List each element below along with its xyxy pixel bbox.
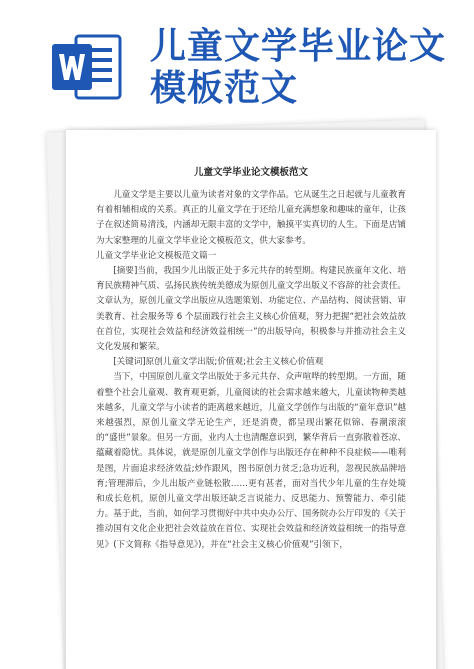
paragraph-section-heading: 儿童文学毕业论文模板范文篇一 — [96, 250, 217, 261]
header-banner — [0, 0, 474, 120]
paragraph-keywords: [关键词]原创儿童文学出版;价值观;社会主义核心价值观 — [113, 357, 324, 368]
word-document-icon — [50, 30, 124, 104]
paragraph-body: 当下，中国原创儿童文学出版处于多元共存、众声喧哗的转型期。一方面，随着整个社会儿童观、教育观更新，儿童阅读的社会需求越来越大，儿童读物种类越来越多，儿童文学与小读者的距离越来越近，儿童文学创作与出版的“童年意识”越来越强烈，原创儿童文学无论生产，还是消费，都呈现出繁花似锦、春潮滚滚的“盛世”景象。但另一方面，业内人士也清醒意识到，繁华背后一直弥散着苍凉、蕴藏着隐忧。具体说，就是原创儿童文学创作与出版还存在种种不良症候——唯利是图，片面追求经济效益;炒作跟风，图书原创力贫乏;急功近利，忽视民族品牌培育;管理滞后，少儿出版产业链松散……更有甚者，面对当代少年儿童的生存处境和成长危机，原创儿童文学出版还缺乏言说能力、反思能力、预警能力、牵引能力。基于此，当前，如何学习贯彻好中共中央办公厅、国务院办公厅印发的《关于推动国有文化企业把社会效益放在首位、实现社会效益和经济效益相统一的指导意见》(下文简称《指导意见》)，并在“社会主义核心价值观”引领下， — [96, 372, 406, 550]
document-page — [66, 130, 436, 669]
title-line-1: 儿童文学毕业论文 — [150, 26, 447, 67]
paragraph-abstract: [摘要]当前，我国少儿出版正处于多元共存的转型期。构建民族童年文化、培育民族精神气质、弘扬民族传统美德成为原创儿童文学出版义不容辞的社会责任。文章认为，原创儿童文学出版应从选题策划、功能定位、产品结构、阅读营销、审美教育、社会服务等 6 个层面践行社会主义核心价值观，努力把握“把社会效益放在首位，实现社会效益和经济效益相统一”的出版导向，积极参与并推动社会主义文化发展和繁荣。 — [96, 266, 406, 353]
paragraph-intro: 儿童文学是主要以儿童为读者对象的文学作品。它从诞生之日起就与儿童教育有着相辅相成的关系。真正的儿童文学在于还给儿童充满想象和趣味的童年，让孩子在叙述简易清浅，内涵却无限丰富的文学中，触摸平实真切的人生。下面是店铺为大家整理的儿童文学毕业论文模板范文，供大家参考。 — [96, 190, 406, 246]
document-title: 儿童文学毕业论文模板范文 — [193, 167, 308, 178]
page-title — [150, 26, 460, 110]
title-line-2: 模板范文 — [150, 68, 299, 109]
